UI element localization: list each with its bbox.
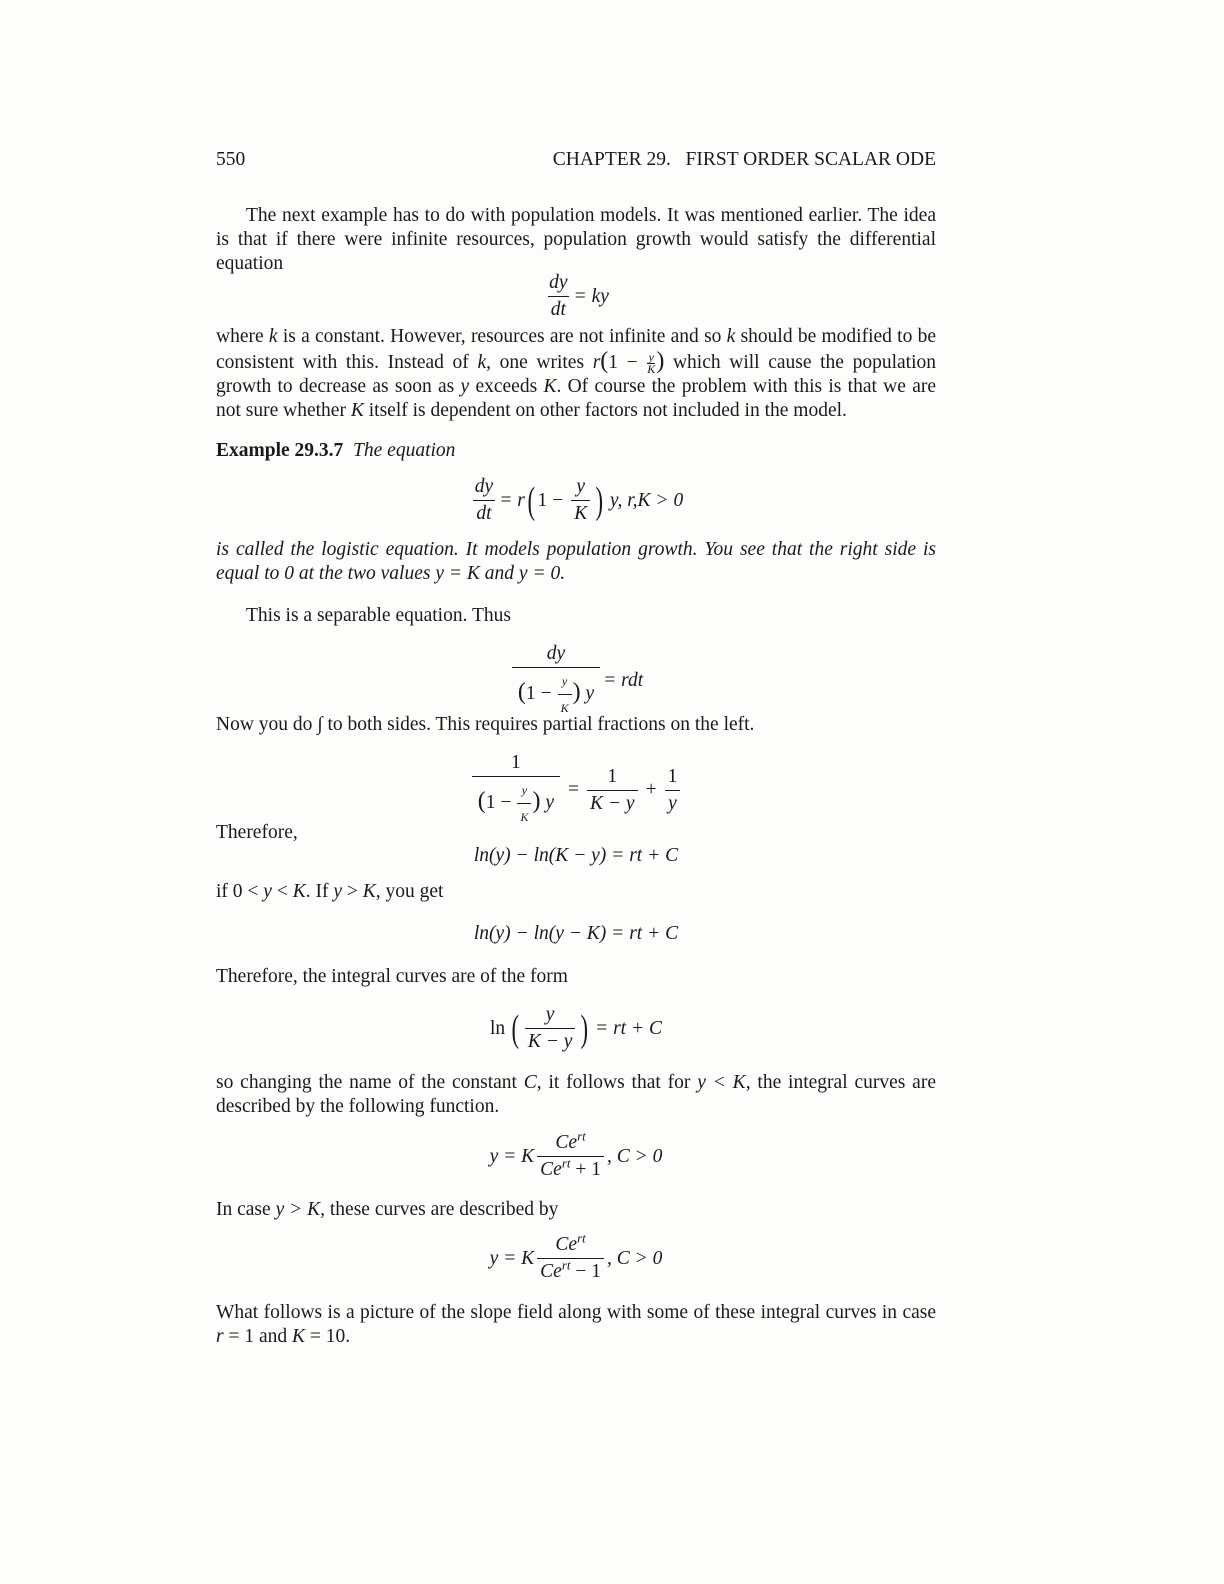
paragraph-integral-curves: Therefore, the integral curves are of the form bbox=[216, 966, 568, 987]
paragraph-rename-constant: so changing the name of the constant C, it follows that for y < K, the integral curves are described by the following function. bbox=[216, 1072, 936, 1117]
equation-separable: dy (1 − $\frac{y}{K}$ ) y = rdt bbox=[216, 643, 936, 719]
equation-logistic: $\frac{dy}{dt}$ = r ( 1 − $\frac{y}{K}$ ) y, r,K > 0 bbox=[474, 476, 684, 524]
paragraph-condition: if 0 < y < K. If y > K, you get bbox=[216, 881, 444, 902]
paragraph-separable: This is a separable equation. Thus bbox=[246, 605, 511, 626]
equation-ln-1: ln(y) − ln(K − y) = rt + C bbox=[473, 845, 679, 866]
equation-solution-below: y = K $\frac{Ce^{rt}}{Ce^{rt} + 1}$ , C > 0 bbox=[489, 1128, 663, 1180]
equation-partial-fractions: 1 (1 − $\frac{y}{K}$ ) y = $\frac{1}{K - y}$ + $\frac{1}{y}$ bbox=[216, 752, 936, 828]
paragraph-case-above: In case y > K, these curves are described by bbox=[216, 1199, 559, 1220]
paragraph-therefore: Therefore, bbox=[216, 822, 298, 843]
page bbox=[216, 0, 936, 1584]
example-heading: Example 29.3.7 The equation bbox=[216, 440, 456, 461]
equation-ln-2: ln(y) − ln(y − K) = rt + C bbox=[473, 923, 679, 944]
equation-solution-above: y = K $\frac{Ce^{rt}}{Ce^{rt} - 1}$ , C > 0 bbox=[489, 1230, 663, 1282]
paragraph-intro: The next example has to do with population models. It was mentioned earlier. The idea is that if there were infinite resources, population growth would satisfy the differential equation bbox=[216, 205, 936, 274]
equation-exponential: $\frac{dy}{dt}$ = ky bbox=[549, 272, 609, 320]
chapter-title: CHAPTER 29. FIRST ORDER SCALAR ODE bbox=[552, 149, 936, 170]
paragraph-slope-field: What follows is a picture of the slope field along with some of these integral curves in case r = 1 and K = 10. bbox=[216, 1302, 936, 1347]
paragraph-integrate: Now you do ∫ to both sides. This requires partial fractions on the left. bbox=[216, 714, 755, 735]
paragraph-resources: where k is a constant. However, resources are not infinite and so k should be modified to be consistent with this. Instead of k, one writes r(1 − $\frac{y}{K}$ ) which will cause the population growth to decrease as soon as y exceeds K. Of course the problem with this is that we are not sure whether K itself is dependent on other factors not included in the model. bbox=[216, 326, 937, 422]
running-header bbox=[216, 148, 936, 172]
example-body: is called the logistic equation. It models population growth. You see that the right side is equal to 0 at the two values y = K and y = 0. bbox=[216, 539, 936, 584]
equation-ln-fraction: ln ( $\frac{y}{K - y}$ ) = rt + C bbox=[489, 1004, 663, 1052]
page-number: 550 bbox=[216, 149, 246, 170]
